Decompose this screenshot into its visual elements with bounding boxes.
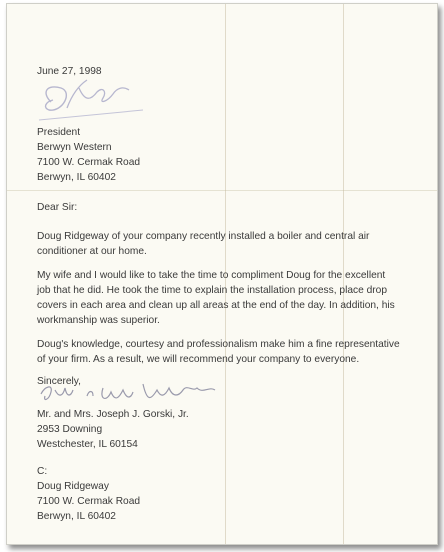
- cc-street: 7100 W. Cermak Road: [37, 496, 141, 507]
- paragraph-line: conditioner at our home.: [37, 246, 147, 257]
- body-paragraph: [37, 268, 395, 328]
- paragraph-line: Doug Ridgeway of your company recently installed a boiler and central air: [37, 231, 370, 242]
- body-paragraph: [37, 337, 400, 367]
- paragraph-line: of your firm. As a result, we will recommend your company to everyone.: [37, 354, 360, 365]
- recipient-city: Berwyn, IL 60402: [37, 172, 116, 183]
- handwritten-signature: [35, 372, 235, 408]
- paper-fold-line: [7, 190, 437, 191]
- recipient-company: Berwyn Western: [37, 142, 112, 153]
- paragraph-line: covers in each area and clean up all areas at the end of the day. In addition, his: [37, 300, 395, 311]
- recipient-address: [37, 125, 140, 185]
- cc-label: C:: [37, 466, 48, 477]
- sender-address: [37, 407, 189, 452]
- letter-date: June 27, 1998: [37, 66, 102, 77]
- paragraph-line: My wife and I would like to take the time to compliment Doug for the excellent: [37, 270, 386, 281]
- salutation: Dear Sir:: [37, 202, 78, 213]
- recipient-street: 7100 W. Cermak Road: [37, 157, 141, 168]
- sender-city: Westchester, IL 60154: [37, 439, 138, 450]
- cc-name: Doug Ridgeway: [37, 481, 109, 492]
- letter-page: [6, 3, 438, 545]
- paragraph-line: Doug's knowledge, courtesy and professionalism make him a fine representative: [37, 339, 400, 350]
- cc-city: Berwyn, IL 60402: [37, 511, 116, 522]
- sender-street: 2953 Downing: [37, 424, 103, 435]
- sender-name: Mr. and Mrs. Joseph J. Gorski, Jr.: [37, 409, 189, 420]
- paragraph-line: job that he did. He took the time to explain the installation process, place drop: [37, 285, 387, 296]
- cc-block: [37, 464, 140, 524]
- body-paragraph: [37, 229, 369, 259]
- recipient-title: President: [37, 127, 81, 138]
- paragraph-line: workmanship was superior.: [37, 315, 160, 326]
- closing: Sincerely,: [37, 376, 81, 387]
